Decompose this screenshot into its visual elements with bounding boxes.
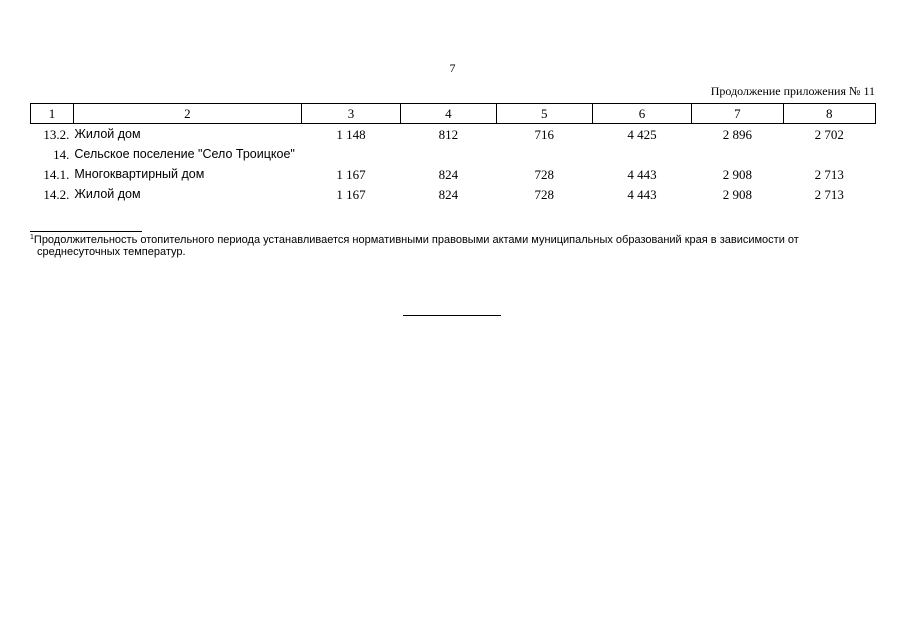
row-value [401,144,496,164]
row-number: 14.2. [43,187,70,202]
row-number: 14. [53,147,70,162]
footnote-marker: 1 [30,234,34,241]
footnote-divider [30,231,142,232]
row-value [783,144,875,164]
column-header: 5 [496,104,592,124]
row-value: 716 [534,127,554,142]
row-value: 2 908 [722,167,752,182]
continuation-label: Продолжение приложения № 11 [710,84,875,98]
data-table [30,103,876,204]
row-value: 4 443 [627,167,657,182]
column-header: 3 [301,104,400,124]
row-name: Многоквартирный дом [74,167,205,181]
row-value: 728 [534,187,554,202]
row-name: Сельское поселение "Село Троицкое" [74,147,295,161]
column-header: 6 [592,104,691,124]
column-header: 8 [783,104,875,124]
row-number: 14.1. [43,167,70,182]
row-value: 4 425 [627,127,657,142]
row-value: 824 [438,167,459,182]
row-value: 4 443 [627,187,657,202]
column-header: 4 [401,104,496,124]
row-value: 1 167 [336,167,366,182]
row-value: 2 908 [722,187,752,202]
row-value: 728 [534,167,554,182]
row-value: 2 713 [814,167,844,182]
column-header: 1 [31,104,74,124]
row-number: 13.2. [43,127,70,142]
table-row [31,164,876,184]
row-value: 2 702 [814,127,844,142]
page-number: 7 [449,61,456,75]
row-value: 2 896 [722,127,752,142]
row-value: 824 [438,187,459,202]
row-value [692,144,783,164]
footnote-text-line2: среднесуточных температур. [37,246,186,258]
table-header-row [31,104,876,124]
table-row [31,144,876,164]
row-name: Жилой дом [74,127,141,141]
row-value [301,144,400,164]
row-value: 2 713 [814,187,844,202]
row-value: 1 167 [336,187,366,202]
table-row [31,124,876,145]
end-divider [403,315,501,316]
column-header: 7 [692,104,783,124]
footnote-text-line1: Продолжительность отопительного периода устанавливается нормативными правовыми актами муниципальных образований края в зависимости от [33,234,799,246]
column-header: 2 [73,104,301,124]
table-row [31,184,876,204]
footnote [30,234,876,258]
row-value: 1 148 [336,127,366,142]
row-value [592,144,691,164]
row-value: 812 [438,127,459,142]
row-value [496,144,592,164]
row-name: Жилой дом [74,187,141,201]
